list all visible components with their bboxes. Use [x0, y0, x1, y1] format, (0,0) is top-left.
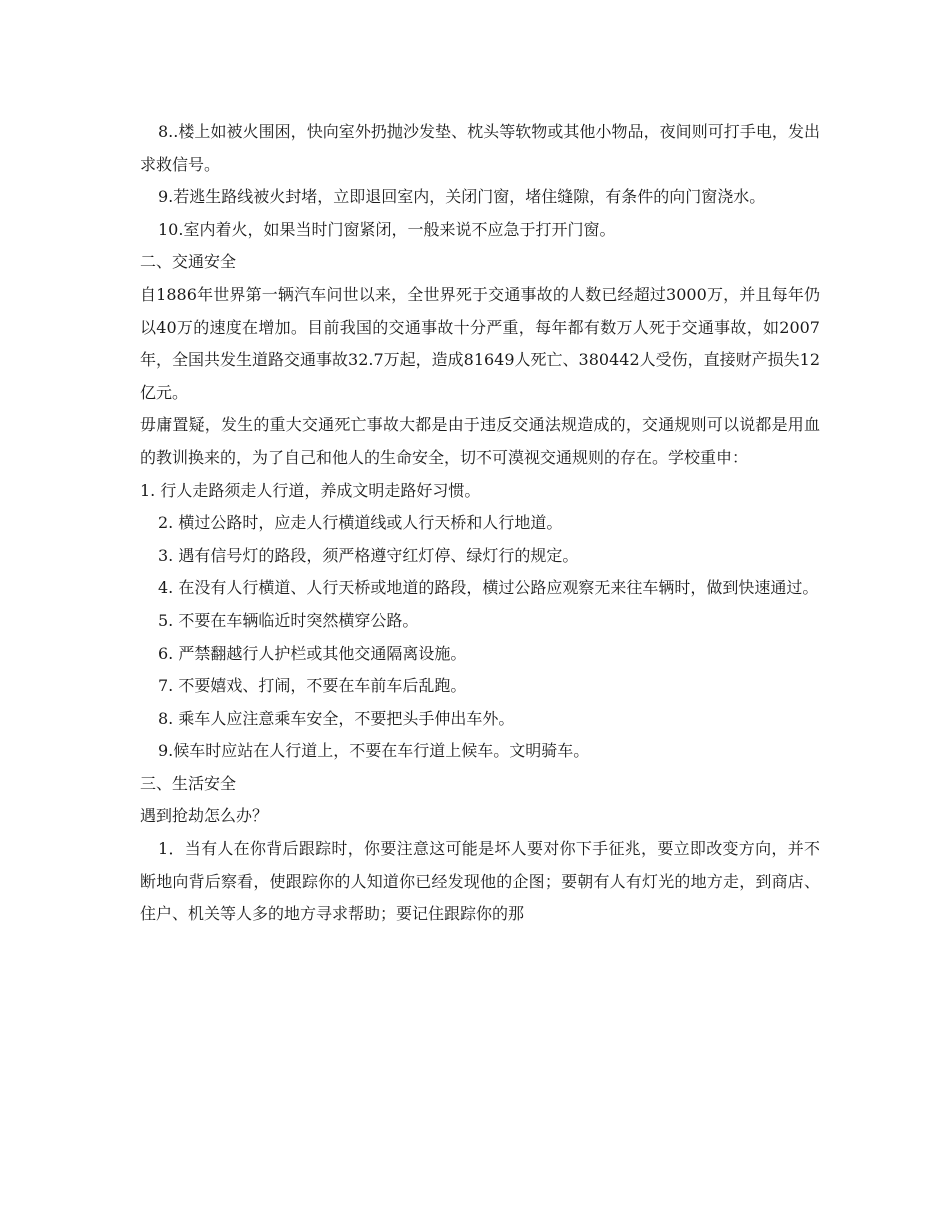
paragraph-fire-item-10: 10.室内着火，如果当时门窗紧闭，一般来说不应急于打开门窗。 [158, 219, 616, 239]
section-heading-traffic-safety: 二、交通安全 [140, 252, 237, 272]
list-item-traffic-1: 1. 行人走路须走人行道，养成文明走路好习惯。 [140, 480, 481, 500]
list-item-traffic-6: 6. 严禁翻越行人护栏或其他交通隔离设施。 [158, 643, 467, 663]
list-item-traffic-7: 7. 不要嬉戏、打闹，不要在车前车后乱跑。 [158, 676, 467, 696]
list-item-traffic-8: 8. 乘车人应注意乘车安全，不要把头手伸出车外。 [158, 708, 515, 728]
list-item-traffic-4: 4. 在没有人行横道、人行天桥或地道的路段，横过公路应观察无来往车辆时，做到快速通过。 [158, 578, 819, 598]
paragraph-fire-item-8: 8..楼上如被火围困，快向室外扔抛沙发垫、枕头等软物或其他小物品，夜间则可打手电，发出求救信号。 [140, 122, 820, 174]
list-item-traffic-5: 5. 不要在车辆临近时突然横穿公路。 [158, 610, 419, 630]
document-body [140, 116, 820, 931]
list-item-traffic-9: 9.候车时应站在人行道上，不要在车行道上候车。文明骑车。 [158, 741, 590, 761]
section-heading-life-safety: 三、生活安全 [140, 773, 237, 793]
paragraph-traffic-intro: 自1886年世界第一辆汽车问世以来，全世界死于交通事故的人数已经超过3000万，并且每年仍以40万的速度在增加。目前我国的交通事故十分严重，每年都有数万人死于交通事故，如2007年，全国共发生道路交通事故32.7万起，造成81649人死亡、380442人受伤，直接财产损失12亿元。 [140, 284, 820, 402]
paragraph-fire-item-9: 9.若逃生路线被火封堵，立即退回室内，关闭门窗，堵住缝隙，有条件的向门窗浇水。 [158, 187, 766, 207]
list-item-traffic-3: 3. 遇有信号灯的路段，须严格遵守红灯停、绿灯行的规定。 [158, 545, 579, 565]
list-item-traffic-2: 2. 横过公路时，应走人行横道线或人行天桥和人行地道。 [158, 513, 563, 533]
subheading-robbery: 遇到抢劫怎么办？ [140, 806, 269, 826]
paragraph-traffic-rules-intro: 毋庸置疑，发生的重大交通死亡事故大都是由于违反交通法规造成的，交通规则可以说都是用血的教训换来的，为了自己和他人的生命安全，切不可漠视交通规则的存在。学校重申： [140, 415, 820, 467]
list-item-robbery-1: 1．当有人在你背后跟踪时，你要注意这可能是坏人要对你下手征兆，要立即改变方向，并不断地向背后察看，使跟踪你的人知道你已经发现他的企图；要朝有人有灯光的地方走，到商店、住户、机关等人多的地方寻求帮助；要记住跟踪你的那 [140, 839, 820, 924]
